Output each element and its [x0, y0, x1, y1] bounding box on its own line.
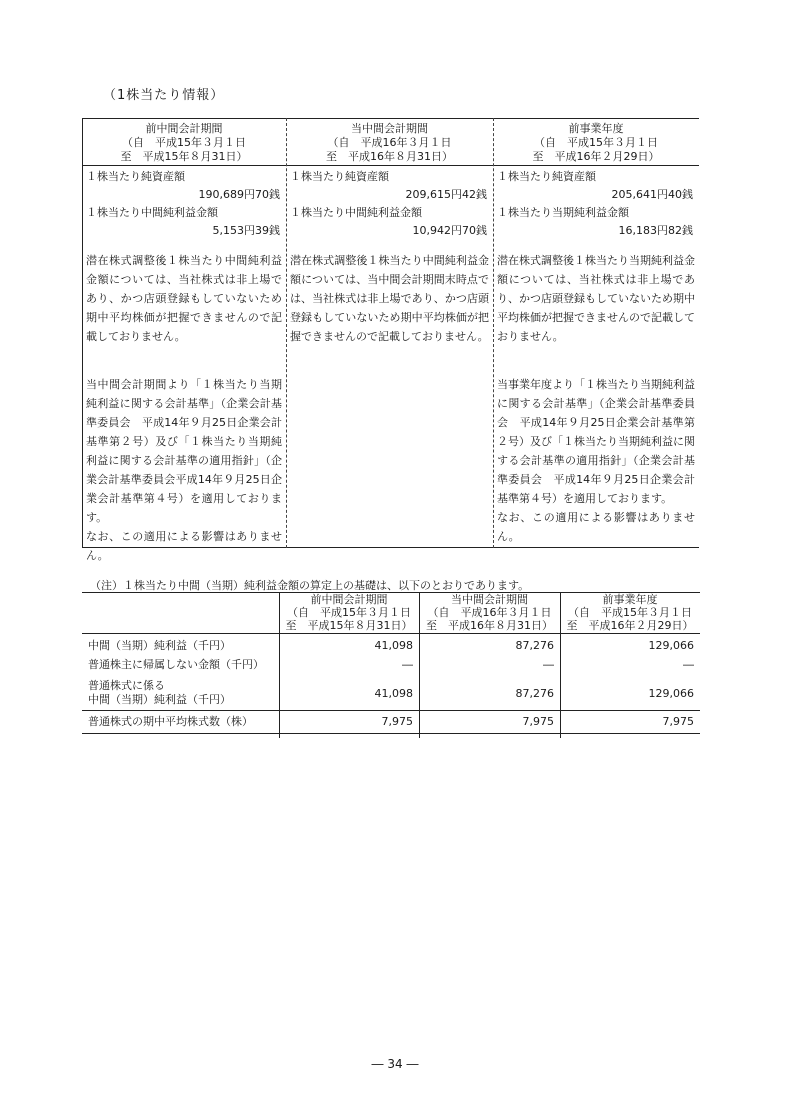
- page-number: ― 34 ―: [371, 1057, 419, 1071]
- column-header-current-interim: [419, 593, 560, 632]
- net-income-value: 10,942円70銭: [412, 224, 487, 237]
- table-cell: ―: [543, 658, 554, 671]
- accounting-standard-note: 当中間会計期間より「１株当たり当期純利益に関する会計基準」（企業会計基準委員会 平成14年９月25日企業会計基準第２号）及び「１株当たり当期純利益に関する会計基準の適用指針」（企業会計基準委員会平成14年９月25日企業会計基準第４号）を適用しております。 なお、この適用による影響はありません。: [86, 378, 282, 562]
- row-label-net-income: 中間（当期）純利益（千円）: [88, 639, 231, 652]
- table-cell: 87,276: [515, 639, 554, 652]
- net-income-value: 16,183円82銭: [618, 224, 693, 237]
- column-header-prev-fiscal-year: [493, 122, 699, 164]
- column-header-prev-interim: [279, 593, 419, 632]
- table-cell: 7,975: [381, 715, 413, 728]
- period-from: （自 平成15年３月１日: [534, 136, 658, 149]
- net-income-value: 5,153円39銭: [212, 224, 280, 237]
- table-cell: 7,975: [662, 715, 694, 728]
- table-cell: 87,276: [515, 687, 554, 700]
- table-cell: ―: [402, 658, 413, 671]
- period-to: 至 平成15年８月31日）: [120, 150, 248, 163]
- period-to: 至 平成16年２月29日）: [532, 150, 660, 163]
- per-share-info-table: [82, 118, 699, 562]
- row-label-common-net-income: 普通株式に係る 中間（当期）純利益（千円）: [88, 679, 231, 706]
- table-cell: 7,975: [522, 715, 554, 728]
- column-header-prev-fiscal-year: [560, 593, 700, 632]
- amounts-prev-fiscal-year: [493, 168, 699, 240]
- period-from: （自 平成16年３月１日: [327, 136, 452, 149]
- table-cell: 41,098: [374, 687, 413, 700]
- amounts-prev-interim: [82, 168, 286, 240]
- column-title: 前事業年度: [568, 122, 624, 135]
- table-cell: 129,066: [648, 639, 694, 652]
- column-title: 前中間会計期間: [145, 122, 223, 135]
- amounts-current-interim: [286, 168, 493, 240]
- calculation-basis-note: （注）１株当たり中間（当期）純利益金額の算定上の基礎は、以下のとおりであります。: [90, 579, 530, 592]
- section-title: （1株当たり情報）: [103, 88, 225, 103]
- column-title: 前事業年度: [602, 593, 658, 606]
- period-to: 至 平成15年８月31日）: [285, 619, 413, 632]
- period-from: （自 平成16年３月１日: [427, 606, 552, 619]
- period-from: （自 平成15年３月１日: [287, 606, 411, 619]
- period-to: 至 平成16年２月29日）: [566, 619, 694, 632]
- table-cell: 41,098: [374, 639, 413, 652]
- table-cell: ―: [683, 658, 694, 671]
- net-income-basis-table: [82, 592, 700, 738]
- net-assets-value: 190,689円70銭: [198, 188, 280, 201]
- table-cell: 129,066: [648, 687, 694, 700]
- table-header-divider: [82, 165, 699, 166]
- period-to: 至 平成16年８月31日）: [326, 150, 453, 163]
- column-title: 当中間会計期間: [451, 593, 528, 606]
- column-header-current-interim: [286, 122, 493, 164]
- table-border-bottom: [82, 733, 700, 734]
- column-header-prev-interim: [82, 122, 286, 164]
- period-to: 至 平成16年８月31日）: [426, 619, 553, 632]
- row-label-not-attributable: 普通株主に帰属しない金額（千円）: [88, 658, 264, 671]
- net-assets-value: 209,615円42銭: [405, 188, 487, 201]
- table-border-top: [82, 118, 699, 119]
- diluted-eps-note: 潜在株式調整後１株当たり当期純利益金額については、当社株式は非上場であり、かつ店頭登録もしていないため期中平均株価が把握できませんので記載しておりません。: [497, 254, 695, 343]
- net-income-label: １株当たり中間純利益金額: [86, 206, 218, 219]
- net-assets-label: １株当たり純資産額: [497, 170, 596, 183]
- row-divider: [82, 710, 700, 711]
- period-from: （自 平成15年３月１日: [122, 136, 246, 149]
- net-assets-label: １株当たり純資産額: [86, 170, 185, 183]
- column-title: 前中間会計期間: [310, 593, 388, 606]
- column-title: 当中間会計期間: [351, 122, 428, 135]
- diluted-eps-note: 潜在株式調整後１株当たり中間純利益金額については、当社株式は非上場であり、かつ店頭登録もしていないため期中平均株価が把握できませんので記載しておりません。: [86, 254, 282, 343]
- net-assets-label: １株当たり純資産額: [290, 170, 389, 183]
- period-from: （自 平成15年３月１日: [568, 606, 692, 619]
- net-income-label: １株当たり当期純利益金額: [497, 206, 629, 219]
- accounting-standard-note: 当事業年度より「１株当たり当期純利益に関する会計基準」（企業会計基準委員会 平成14年９月25日企業会計基準第２号）及び「１株当たり当期純利益に関する会計基準の適用指針」（企業会計基準委員会 平成14年９月25日企業会計基準第４号）を適用しております。 なお、この適用による影響はありません。: [497, 378, 695, 543]
- net-assets-value: 205,641円40銭: [611, 188, 693, 201]
- table-header-divider: [82, 633, 700, 634]
- net-income-label: １株当たり中間純利益金額: [290, 206, 422, 219]
- row-label-average-shares: 普通株式の期中平均株式数（株）: [88, 715, 253, 728]
- diluted-eps-note: 潜在株式調整後１株当たり中間純利益金額については、当中間会計期間末時点では、当社株式は非上場であり、かつ店頭登録もしていないため期中平均株価が把握できませんので記載しておりません。: [290, 254, 489, 343]
